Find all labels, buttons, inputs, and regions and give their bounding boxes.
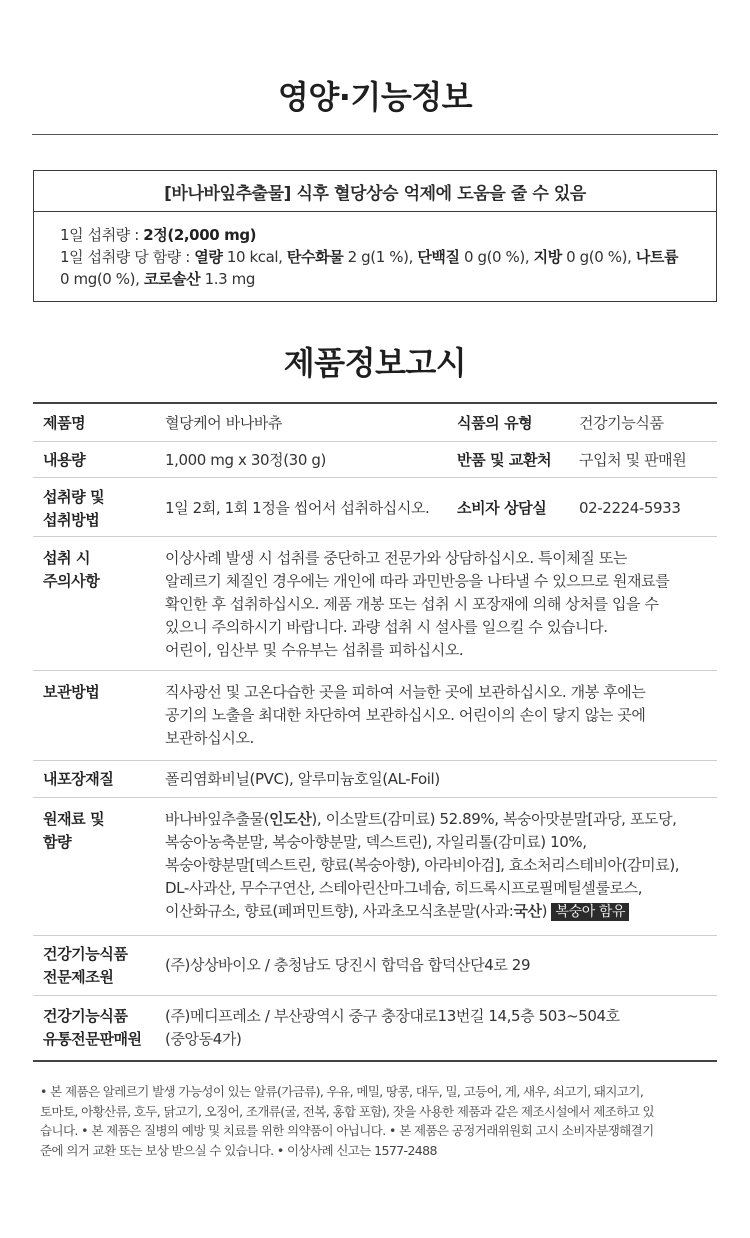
ingredients-line bbox=[165, 900, 679, 924]
corosolic-label: 코로솔산 bbox=[143, 270, 201, 288]
footnote-line: 준에 의거 교환 또는 보상 받으실 수 있습니다. • 이상사례 신고는 1577-2488 bbox=[40, 1142, 437, 1158]
caution-line: 이상사례 발생 시 섭취를 중단하고 전문가와 상담하십시오. 특이체질 또는 bbox=[165, 549, 628, 567]
origin-korea: 국산 bbox=[513, 902, 542, 920]
table-row-manufacturer bbox=[33, 936, 717, 996]
ingredients-label-line-1: 원재료 및 bbox=[43, 810, 105, 828]
food-type-label: 식품의 유형 bbox=[457, 414, 533, 432]
footnotes bbox=[40, 1082, 720, 1160]
packaging-label: 내포장재질 bbox=[43, 770, 114, 788]
intake-value: 1일 2회, 1회 1정을 씹어서 섭취하십시오. bbox=[165, 499, 430, 517]
table-row-packaging bbox=[33, 761, 717, 798]
protein-label: 단백질 bbox=[417, 248, 460, 266]
nutrition-box bbox=[33, 170, 717, 302]
seller-address-line-1: (주)메디프레소 / 부산광역시 중구 충장대로13번길 14,5층 503~504호 bbox=[165, 1007, 620, 1025]
table-row-volume bbox=[33, 442, 717, 478]
footnote-line: • 본 제품은 알레르기 발생 가능성이 있는 알류(가금류), 우유, 메밀, 땅콩, 대두, 밀, 고등어, 게, 새우, 쇠고기, 돼지고기, bbox=[40, 1084, 644, 1099]
sodium-value: 0 mg(0 %), bbox=[60, 270, 144, 288]
return-value: 구입처 및 판매원 bbox=[579, 451, 687, 469]
seller-label-line-2: 유통전문판매원 bbox=[43, 1030, 142, 1048]
title-divider bbox=[32, 134, 718, 135]
intake-label-line-1: 섭취량 및 bbox=[43, 488, 105, 506]
table-row-seller bbox=[33, 996, 717, 1062]
caution-line: 확인한 후 섭취하십시오. 제품 개봉 또는 섭취 시 포장재에 의해 상처를 입을 수 bbox=[165, 595, 659, 613]
caution-line: 있으니 주의하시기 바랍니다. 과량 섭취 시 설사를 일으킬 수 있습니다. bbox=[165, 618, 608, 636]
energy-label: 열량 bbox=[194, 248, 223, 266]
manufacturer-label bbox=[43, 943, 128, 989]
storage-line: 직사광선 및 고온다습한 곳을 피하여 서늘한 곳에 보관하십시오. 개봉 후에는 bbox=[165, 683, 646, 701]
sodium-label: 나트륨 bbox=[635, 248, 679, 266]
seller-value bbox=[165, 1005, 620, 1051]
caution-label bbox=[43, 547, 99, 593]
ingredients-line: 복숭아농축분말, 복숭아향분말, 덱스트린), 자일리톨(감미료) 10%, bbox=[165, 833, 587, 851]
product-name-label: 제품명 bbox=[43, 414, 86, 432]
ingredients-segment: ), 이소말트(감미료) 52.89%, 복숭아맛분말[과당, 포도당, bbox=[311, 810, 677, 828]
carb-label: 탄수화물 bbox=[286, 248, 344, 266]
ingredients-line: DL-사과산, 무수구연산, 스테아린산마그네슘, 히드록시프로필메틸셀룰로스, bbox=[165, 879, 643, 897]
ingredients-line: 복숭아향분말[덱스트린, 향료(복숭아향), 아라비아검], 효소처리스테비아(감미료), bbox=[165, 856, 680, 874]
nutrition-title: 영양·기능정보 bbox=[277, 78, 473, 116]
functional-claim: [바나바잎추출물] 식후 혈당상승 억제에 도움을 줄 수 있음 bbox=[34, 171, 716, 212]
product-name-value: 혈당케어 바나바츄 bbox=[165, 414, 283, 432]
ingredients-label bbox=[43, 808, 104, 854]
nutrition-facts bbox=[34, 212, 716, 290]
caution-label-line-1: 섭취 시 bbox=[43, 549, 91, 567]
intake-label-line-2: 섭취방법 bbox=[43, 511, 100, 529]
return-label: 반품 및 교환처 bbox=[457, 451, 552, 469]
ingredients-line bbox=[165, 808, 679, 831]
fat-label: 지방 bbox=[533, 248, 562, 266]
table-row-caution bbox=[33, 537, 717, 671]
serving-value: 2정(2,000 mg) bbox=[143, 226, 257, 244]
table-row-name bbox=[33, 404, 717, 442]
volume-value: 1,000 mg x 30정(30 g) bbox=[165, 451, 326, 469]
footnote-line: 토마토, 아황산류, 호두, 닭고기, 오징어, 조개류(굴, 전복, 홍합 포함), 잣을 사용한 제품과 같은 제조시설에서 제조하고 있 bbox=[40, 1103, 654, 1119]
caution-label-line-2: 주의사항 bbox=[43, 572, 100, 590]
product-info-title: 제품정보고시 bbox=[283, 344, 467, 382]
intake-label bbox=[43, 486, 104, 532]
carb-value: 2 g(1 %), bbox=[343, 248, 418, 266]
footnote-line: 습니다. • 본 제품은 질병의 예방 및 치료를 위한 의약품이 아닙니다. • 본 제품은 공정거래위원회 고시 소비자분쟁해결기 bbox=[40, 1123, 654, 1138]
consumer-center-phone: 02-2224-5933 bbox=[579, 499, 681, 517]
table-row-ingredients bbox=[33, 798, 717, 936]
volume-label: 내용량 bbox=[43, 451, 86, 469]
manufacturer-label-line-1: 건강기능식품 bbox=[43, 945, 128, 963]
caution-text bbox=[165, 547, 669, 662]
seller-label-line-1: 건강기능식품 bbox=[43, 1007, 128, 1025]
table-row-storage bbox=[33, 671, 717, 761]
caution-line: 어린이, 임산부 및 수유부는 섭취를 피하십시오. bbox=[165, 641, 464, 659]
content-line bbox=[60, 246, 716, 268]
product-info-table bbox=[33, 402, 717, 1062]
seller-label bbox=[43, 1005, 142, 1051]
food-type-value: 건강기능식품 bbox=[579, 414, 664, 432]
packaging-value: 폴리염화비닐(PVC), 알루미늄호일(AL-Foil) bbox=[165, 770, 440, 788]
ingredients-text bbox=[165, 808, 679, 924]
per-serving-label: 1일 섭취량 당 함량 : bbox=[60, 248, 195, 266]
origin-india: 인도산 bbox=[269, 810, 312, 828]
serving-line bbox=[60, 224, 716, 246]
serving-label: 1일 섭취량 : bbox=[60, 226, 144, 244]
ingredients-label-line-2: 함량 bbox=[43, 833, 72, 851]
content-line-2 bbox=[60, 268, 716, 290]
table-row-intake bbox=[33, 478, 717, 537]
manufacturer-label-line-2: 전문제조원 bbox=[43, 968, 114, 986]
storage-line: 보관하십시오. bbox=[165, 729, 254, 747]
consumer-center-label: 소비자 상담실 bbox=[457, 499, 547, 517]
seller-address-line-2: (중앙동4가) bbox=[165, 1030, 242, 1048]
ingredients-segment: 이산화규소, 향료(페퍼민트향), 사과초모식초분말(사과: bbox=[165, 902, 514, 920]
manufacturer-value: (주)상상바이오 / 충청남도 당진시 합덕읍 합덕산단4로 29 bbox=[165, 956, 531, 974]
allergen-badge: 복숭아 함유 bbox=[551, 903, 629, 921]
ingredients-segment: 바나바잎추출물( bbox=[165, 810, 270, 828]
protein-value: 0 g(0 %), bbox=[459, 248, 534, 266]
fat-value: 0 g(0 %), bbox=[561, 248, 636, 266]
storage-line: 공기의 노출을 최대한 차단하여 보관하십시오. 어린이의 손이 닿지 않는 곳에 bbox=[165, 706, 646, 724]
corosolic-value: 1.3 mg bbox=[200, 270, 255, 288]
ingredients-segment: ) bbox=[541, 902, 552, 920]
caution-line: 알레르기 체질인 경우에는 개인에 따라 과민반응을 나타낼 수 있으므로 원재료를 bbox=[165, 572, 670, 590]
energy-value: 10 kcal, bbox=[222, 248, 287, 266]
storage-text bbox=[165, 681, 645, 750]
storage-label: 보관방법 bbox=[43, 683, 100, 701]
